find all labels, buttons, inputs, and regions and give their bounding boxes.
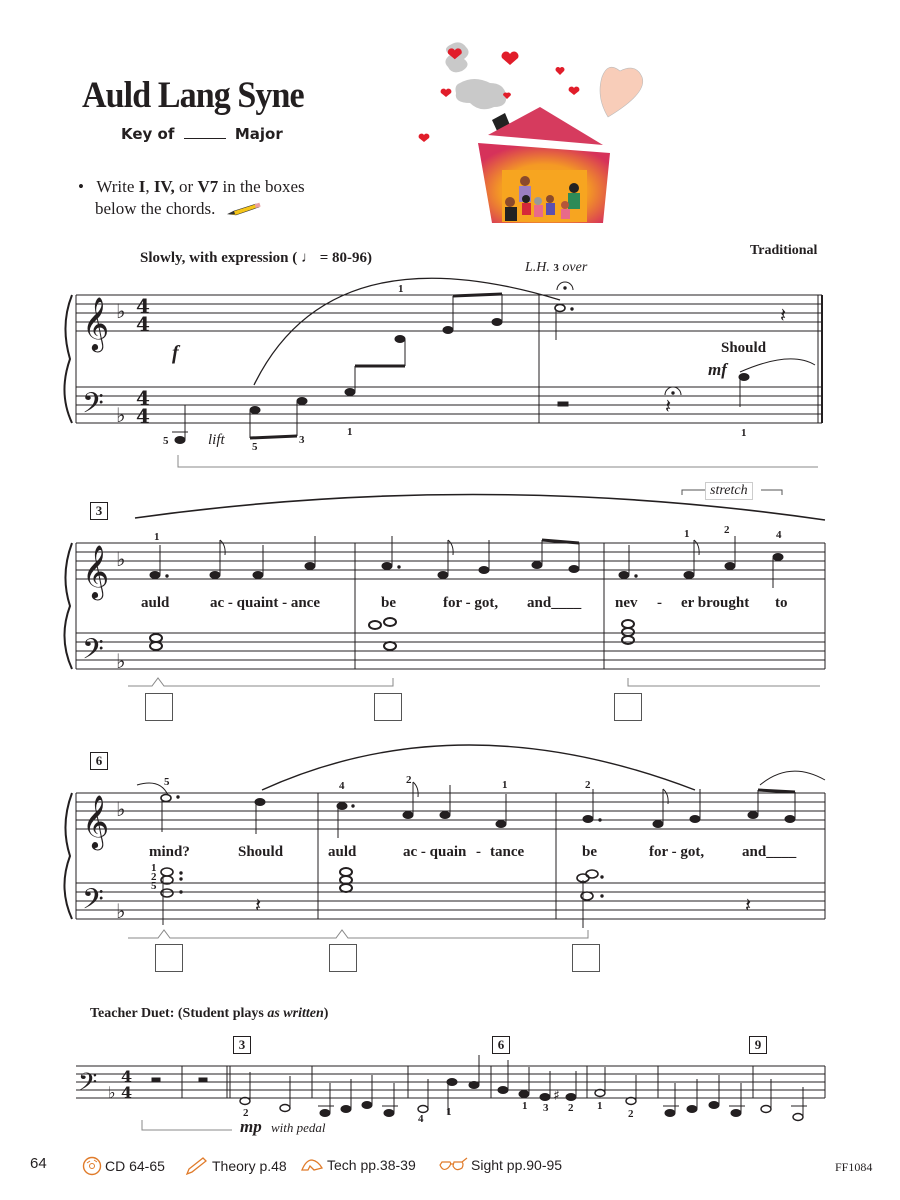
- lyric: ac - quain: [403, 844, 467, 860]
- lyric: Should: [238, 844, 284, 860]
- pencil-icon: [185, 1156, 209, 1176]
- chord-answer-box[interactable]: [145, 693, 173, 721]
- cd-icon: [82, 1156, 102, 1176]
- lh-cross-over: [525, 260, 587, 276]
- finger-number: 3: [299, 434, 305, 446]
- svg-text:♭: ♭: [116, 797, 126, 821]
- finger-number: 1: [502, 779, 508, 791]
- lyric-and: and: [742, 844, 767, 860]
- theory-label: Theory p.48: [212, 1158, 287, 1174]
- svg-text:♭: ♭: [108, 1083, 116, 1102]
- hand-icon: [300, 1156, 324, 1174]
- footer-sight[interactable]: [438, 1156, 562, 1174]
- chord-answer-box[interactable]: [329, 944, 357, 972]
- duet-label-text: Teacher Duet: (Student plays: [90, 1006, 268, 1021]
- lyric: mind?: [149, 844, 190, 860]
- teacher-duet-label: [90, 1006, 328, 1022]
- svg-text:𝄽: 𝄽: [665, 394, 672, 418]
- bullet: •: [78, 177, 84, 196]
- tech-label: Tech pp.38-39: [327, 1157, 416, 1173]
- svg-text:𝄽: 𝄽: [745, 893, 752, 917]
- tempo-value: = 80-96): [319, 250, 373, 266]
- duet-label-close: ): [323, 1006, 329, 1021]
- finger-number: 3: [543, 1102, 549, 1114]
- svg-text:4: 4: [121, 1083, 133, 1102]
- chord-answer-box[interactable]: [572, 944, 600, 972]
- instr-text: in the boxes: [218, 177, 305, 196]
- lh-label: L.H.: [525, 260, 550, 275]
- lyric: and____: [742, 844, 797, 860]
- duet-label-italic: as written: [267, 1006, 324, 1021]
- svg-text:♭: ♭: [116, 299, 126, 323]
- finger-number: 2: [568, 1102, 574, 1114]
- catalog-code: FF1084: [835, 1160, 873, 1174]
- instr-line2: below the chords.: [95, 199, 216, 218]
- svg-text:4: 4: [136, 404, 150, 428]
- lyric: -: [476, 844, 481, 860]
- instr-text: ,: [145, 177, 154, 196]
- instr-text: Write: [96, 177, 139, 196]
- finger-number: 1: [522, 1100, 528, 1112]
- finger-number: 2: [724, 524, 730, 536]
- measure-number: 3: [90, 502, 108, 520]
- lyric: be: [582, 844, 597, 860]
- instr-text: or: [174, 177, 198, 196]
- finger-number: 1: [398, 283, 404, 295]
- finger-number: 2: [243, 1107, 249, 1119]
- finger-number: 1: [684, 528, 690, 540]
- finger-number: 2: [406, 774, 412, 786]
- lyric: -: [657, 595, 662, 611]
- footer-cd[interactable]: [82, 1156, 165, 1176]
- cd-label: CD 64-65: [105, 1158, 165, 1174]
- svg-text:𝄢: 𝄢: [82, 633, 104, 673]
- page-number: 64: [30, 1155, 47, 1172]
- svg-text:4: 4: [136, 294, 150, 318]
- finger-number: 1: [597, 1100, 603, 1112]
- finger-number: 2: [585, 779, 591, 791]
- svg-text:♭: ♭: [116, 403, 126, 427]
- chord-iv: IV,: [153, 177, 175, 196]
- chord-v7: V7: [197, 177, 219, 196]
- pedal-text: with pedal: [271, 1120, 326, 1135]
- measure-number: 6: [90, 752, 108, 770]
- lyric: auld: [141, 595, 170, 611]
- svg-text:𝄞: 𝄞: [82, 296, 110, 350]
- composer: Traditional: [750, 243, 818, 258]
- lyric: ac - quaint - ance: [210, 595, 320, 611]
- chord-answer-box[interactable]: [614, 693, 642, 721]
- lyric: nev: [615, 595, 638, 611]
- svg-text:4: 4: [121, 1067, 133, 1086]
- lyric: be: [381, 595, 396, 611]
- finger-number: 4: [776, 529, 782, 541]
- measure-number: 3: [233, 1036, 251, 1054]
- finger-number: 1: [347, 426, 353, 438]
- lyric: for - got,: [443, 595, 499, 611]
- chord-answer-box[interactable]: [155, 944, 183, 972]
- lyric: tance: [490, 844, 525, 860]
- svg-text:𝄽: 𝄽: [780, 303, 787, 327]
- svg-text:𝄽: 𝄽: [255, 893, 262, 917]
- svg-text:𝄢: 𝄢: [82, 387, 104, 427]
- quarter-note-icon: ♩: [301, 250, 316, 266]
- dynamic-mezzo-piano: mp: [240, 1117, 262, 1136]
- sight-label: Sight pp.90-95: [471, 1157, 563, 1173]
- glasses-icon: [438, 1156, 468, 1174]
- finger-number: 2: [151, 871, 157, 883]
- footer-theory[interactable]: [185, 1156, 287, 1176]
- page-title: Auld Lang Syne: [82, 75, 304, 116]
- measure-number: 6: [492, 1036, 510, 1054]
- tempo-text: Slowly, with expression (: [140, 250, 298, 266]
- svg-text:𝄢: 𝄢: [78, 1068, 98, 1103]
- svg-text:𝄞: 𝄞: [82, 794, 110, 848]
- finger-number: 5: [252, 441, 258, 453]
- footer-tech[interactable]: [300, 1156, 416, 1174]
- dynamic-mezzo-forte: mf: [708, 360, 727, 379]
- finger-number: 1: [151, 862, 157, 874]
- svg-text:4: 4: [136, 386, 150, 410]
- dynamic-forte: f: [172, 342, 179, 364]
- lh-finger: 3: [553, 262, 559, 274]
- chord-answer-box[interactable]: [374, 693, 402, 721]
- lift-annotation: lift: [208, 432, 225, 448]
- svg-text:𝄢: 𝄢: [82, 883, 104, 923]
- finger-number: 4: [418, 1113, 424, 1125]
- lyric: for - got,: [649, 844, 705, 860]
- chord-i: I: [138, 177, 146, 196]
- finger-number: 5: [151, 880, 157, 892]
- stretch-annotation: stretch: [705, 482, 753, 500]
- finger-number: 1: [446, 1106, 452, 1118]
- svg-text:♯: ♯: [553, 1088, 560, 1104]
- lyric-should: Should: [721, 340, 767, 356]
- key-prefix: Key of: [121, 125, 175, 143]
- lyric: to: [775, 595, 788, 611]
- svg-text:𝄞: 𝄞: [82, 544, 110, 598]
- svg-text:♭: ♭: [116, 547, 126, 571]
- svg-text:♭: ♭: [116, 649, 126, 673]
- key-suffix: Major: [234, 125, 283, 143]
- svg-text:4: 4: [136, 312, 150, 336]
- finger-number: 4: [339, 780, 345, 792]
- measure-number: 9: [749, 1036, 767, 1054]
- lyric: auld: [328, 844, 357, 860]
- lyric: and____: [527, 595, 582, 611]
- finger-number: 2: [628, 1108, 634, 1120]
- lyric: er brought: [681, 595, 750, 611]
- lh-finger-stack: [151, 864, 157, 891]
- finger-number: 5: [163, 435, 169, 447]
- lyric-and: and: [527, 595, 552, 611]
- finger-number: 5: [164, 776, 170, 788]
- svg-text:♭: ♭: [116, 899, 126, 923]
- finger-number: 1: [741, 427, 747, 439]
- finger-number: 1: [154, 531, 160, 543]
- over-word: over: [562, 260, 588, 275]
